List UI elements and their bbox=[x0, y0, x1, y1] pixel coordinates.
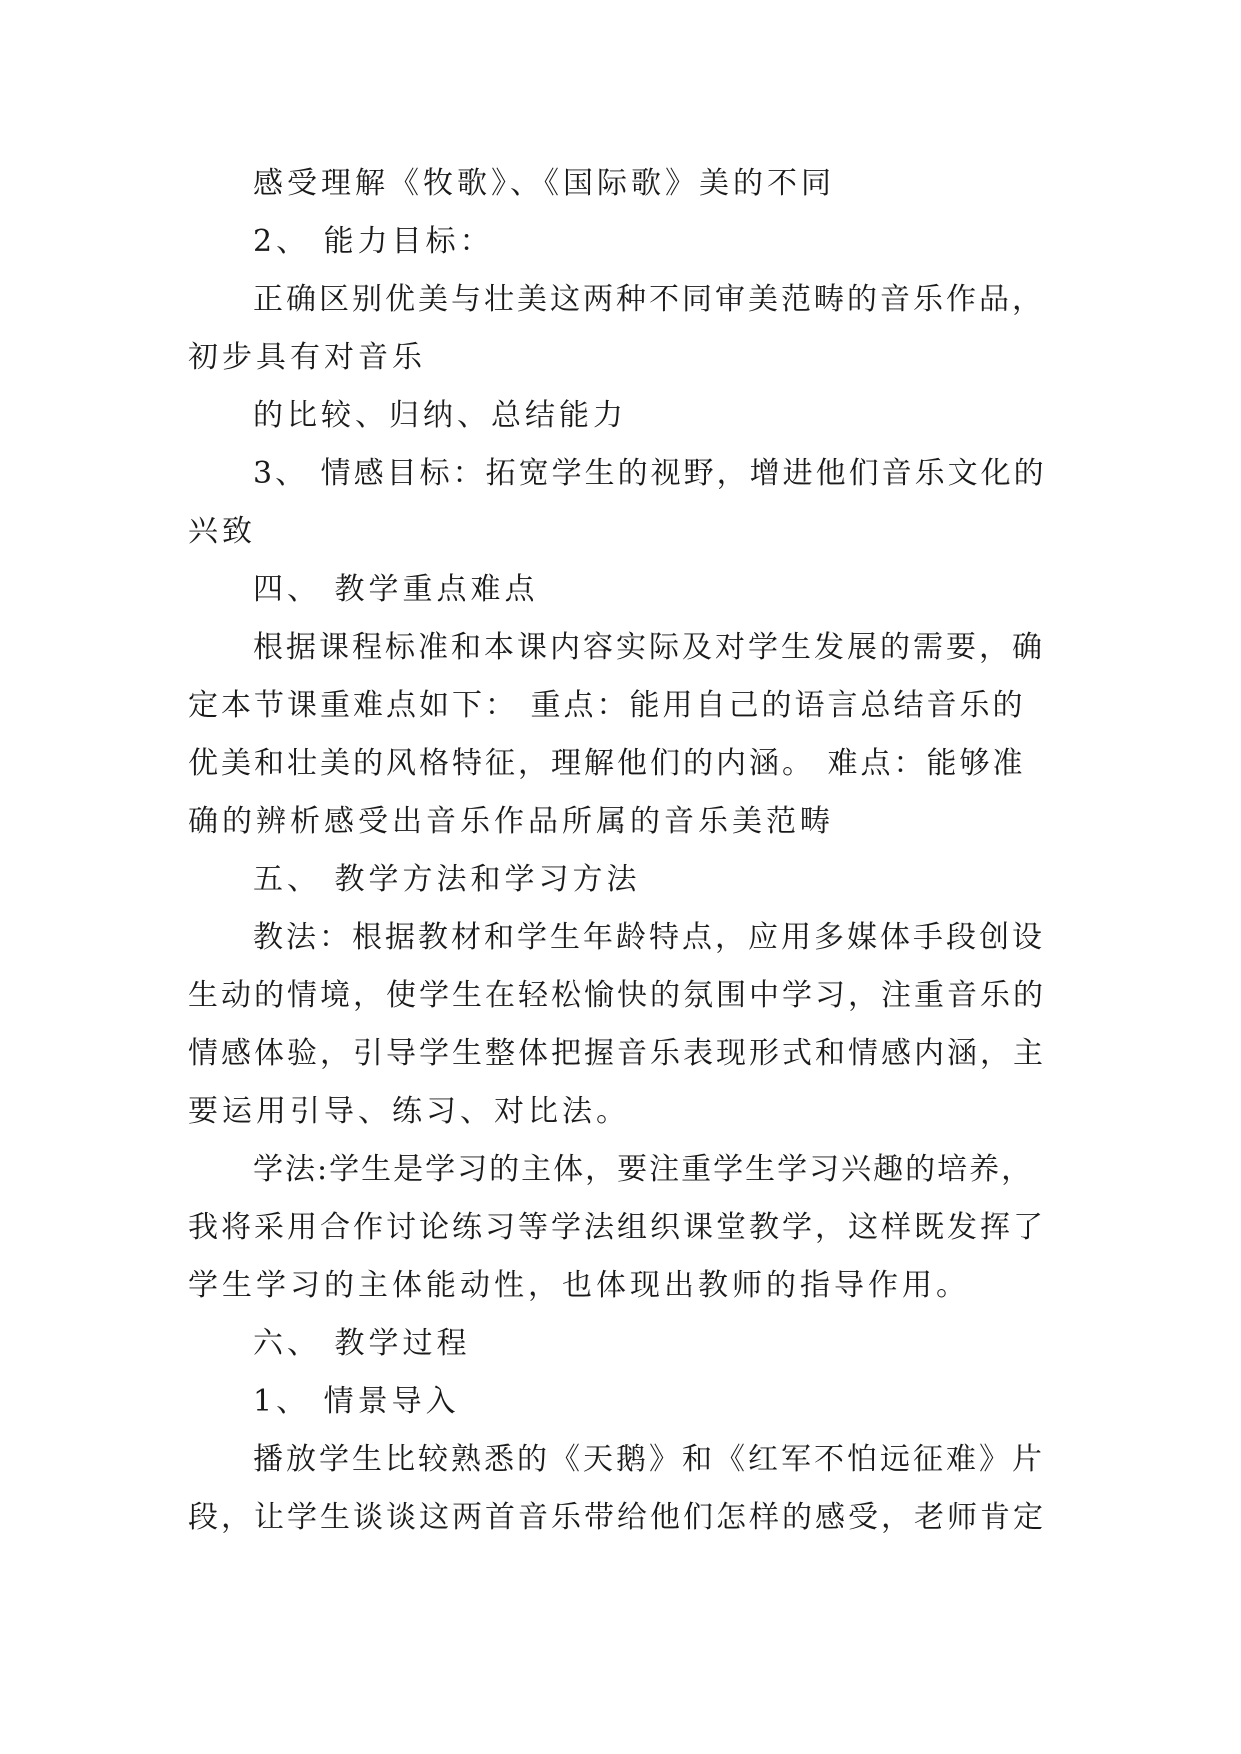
text-line: 的比较、归纳、总结能力 bbox=[253, 398, 627, 433]
text-line: 定本节课重难点如下： 重点：能用自己的语言总结音乐的 bbox=[188, 688, 1026, 723]
text-line: 兴致 bbox=[188, 514, 256, 549]
text-line: 3、 情感目标：拓宽学生的视野，增进他们音乐文化的 bbox=[253, 456, 1047, 491]
text-line: 我将采用合作讨论练习等学法组织课堂教学，这样既发挥了 bbox=[188, 1210, 1046, 1245]
text-line: 学法:学生是学习的主体，要注重学生学习兴趣的培养， bbox=[253, 1152, 1034, 1187]
section-heading: 六、 教学过程 bbox=[253, 1326, 471, 1361]
text-line: 初步具有对音乐 bbox=[188, 340, 426, 375]
text-line: 确的辨析感受出音乐作品所属的音乐美范畴 bbox=[188, 804, 834, 839]
text-line: 段，让学生谈谈这两首音乐带给他们怎样的感受，老师肯定 bbox=[188, 1500, 1046, 1535]
text-line: 根据课程标准和本课内容实际及对学生发展的需要，确 bbox=[253, 630, 1045, 665]
text-line: 生动的情境，使学生在轻松愉快的氛围中学习，注重音乐的 bbox=[188, 978, 1046, 1013]
text-line: 要运用引导、练习、对比法。 bbox=[188, 1094, 630, 1129]
text-line: 教法：根据教材和学生年龄特点，应用多媒体手段创设 bbox=[253, 920, 1045, 955]
text-line: 优美和壮美的风格特征，理解他们的内涵。 难点：能够准 bbox=[188, 746, 1026, 781]
text-line: 情感体验，引导学生整体把握音乐表现形式和情感内涵，主 bbox=[188, 1036, 1046, 1071]
section-heading: 四、 教学重点难点 bbox=[253, 572, 539, 607]
text-line: 正确区别优美与壮美这两种不同审美范畴的音乐作品， bbox=[253, 282, 1045, 317]
text-line: 学生学习的主体能动性，也体现出教师的指导作用。 bbox=[188, 1268, 970, 1303]
text-line: 1、 情景导入 bbox=[253, 1384, 460, 1419]
section-heading: 五、 教学方法和学习方法 bbox=[253, 862, 641, 897]
text-line: 2、 能力目标： bbox=[253, 224, 494, 259]
text-line: 感受理解《牧歌》、《国际歌》美的不同 bbox=[253, 166, 835, 201]
text-line: 播放学生比较熟悉的《天鹅》和《红军不怕远征难》片 bbox=[253, 1442, 1045, 1477]
